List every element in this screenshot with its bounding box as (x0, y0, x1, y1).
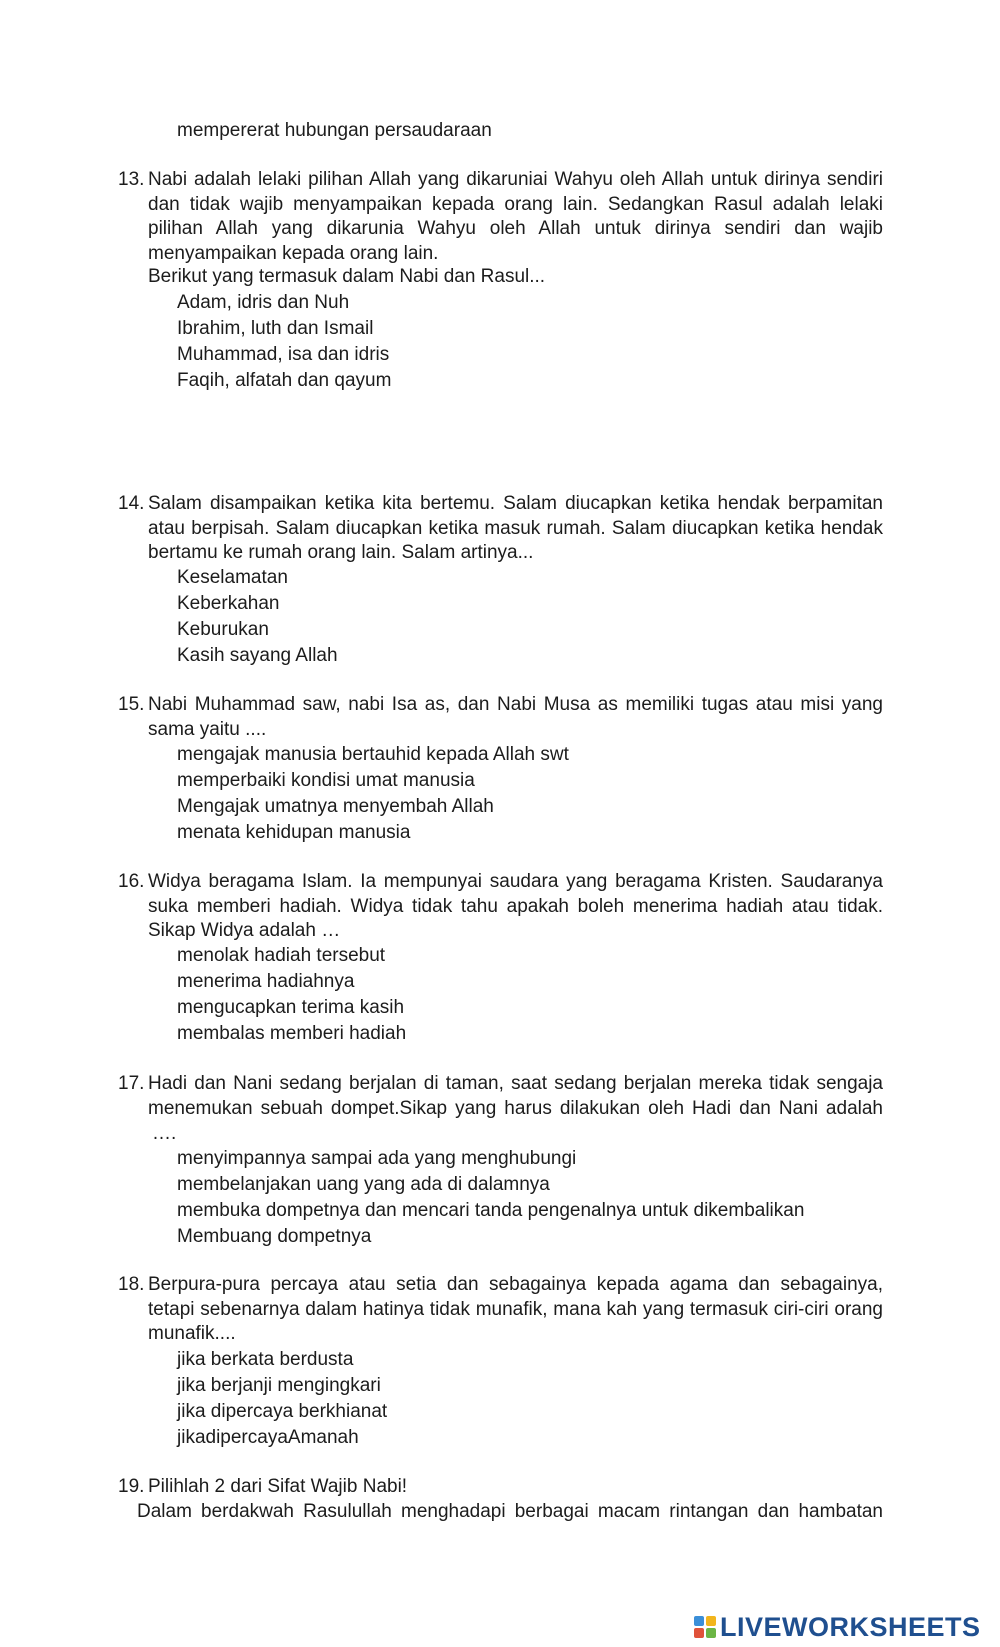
option-item: memperbaiki kondisi umat manusia (177, 770, 475, 791)
question-number: 17. (118, 1073, 145, 1094)
question-prompt: Berikut yang termasuk dalam Nabi dan Rasul... (148, 266, 546, 287)
option-item: Kasih sayang Allah (177, 645, 338, 666)
option-item: membalas memberi hadiah (177, 1023, 407, 1044)
option-item: Keburukan (177, 619, 269, 640)
option-item: Ibrahim, luth dan Ismail (177, 318, 374, 339)
question-text: Nabi adalah lelaki pilihan Allah yang dikaruniai Wahyu oleh Allah untuk dirinya sendiri dan tidak wajib menyampaikan kepada orang lain. Sedangkan Rasul adalah lelaki pilihan Allah yang dikarunia Wahyu oleh Allah untuk dirinya sendiri dan wajib menyampaikan kepada orang lain. (148, 169, 883, 264)
option-item: jikadipercayaAmanah (177, 1427, 359, 1448)
option-item: mengajak manusia bertauhid kepada Allah swt (177, 744, 569, 765)
question-number: 19. (118, 1476, 145, 1497)
logo-text: LIVEWORKSHEETS (720, 1611, 981, 1642)
option-item: Keberkahan (177, 593, 280, 614)
option-item: jika berkata berdusta (177, 1349, 354, 1370)
question-text: Salam disampaikan ketika kita bertemu. Salam diucapkan ketika hendak berpamitan atau berpisah. Salam diucapkan ketika masuk rumah. Salam diucapkan ketika hendak bertamu ke rumah orang lain. Salam artinya... (148, 493, 883, 563)
option-item: Keselamatan (177, 567, 288, 588)
question-number: 14. (118, 493, 145, 514)
question-text: Hadi dan Nani sedang berjalan di taman, saat sedang berjalan mereka tidak sengaja menemukan sebuah dompet.Sikap yang harus dilakukan oleh Hadi dan Nani adalah (148, 1073, 883, 1119)
passage-text: Dalam berdakwah Rasulullah menghadapi berbagai macam rintangan dan hambatan (137, 1501, 883, 1522)
question-text: Nabi Muhammad saw, nabi Isa as, dan Nabi Musa as memiliki tugas atau misi yang sama yaitu .... (148, 694, 883, 740)
option-item: Membuang dompetnya (177, 1226, 372, 1247)
question-text: Berpura-pura percaya atau setia dan sebagainya kepada agama dan sebagainya, tetapi sebenarnya dalam hatinya tidak munafik, mana kah yang termasuk ciri-ciri orang munafik.... (148, 1274, 883, 1344)
option-item: Mengajak umatnya menyembah Allah (177, 796, 494, 817)
option-item: mempererat hubungan persaudaraan (177, 120, 492, 141)
option-item: membuka dompetnya dan mencari tanda pengenalnya untuk dikembalikan (177, 1200, 805, 1221)
question-text-continuation: …. (152, 1123, 177, 1144)
option-item: menolak hadiah tersebut (177, 945, 386, 966)
question-text: Widya beragama Islam. Ia mempunyai saudara yang beragama Kristen. Saudaranya suka memberi hadiah. Widya tidak tahu apakah boleh menerima hadiah atau tidak. Sikap Widya adalah … (148, 871, 883, 941)
option-item: membelanjakan uang yang ada di dalamnya (177, 1174, 550, 1195)
option-item: mengucapkan terima kasih (177, 997, 405, 1018)
option-item: jika dipercaya berkhianat (177, 1401, 388, 1422)
question-number: 13. (118, 169, 145, 190)
question-number: 18. (118, 1274, 145, 1295)
question-number: 15. (118, 694, 145, 715)
option-item: menerima hadiahnya (177, 971, 355, 992)
option-item: Faqih, alfatah dan qayum (177, 370, 392, 391)
question-number: 16. (118, 871, 145, 892)
option-item: menata kehidupan manusia (177, 822, 411, 843)
option-item: Adam, idris dan Nuh (177, 292, 350, 313)
logo-grid-icon (694, 1616, 716, 1638)
option-item: Muhammad, isa dan idris (177, 344, 390, 365)
option-item: menyimpannya sampai ada yang menghubungi (177, 1148, 577, 1169)
liveworksheets-logo[interactable] (694, 1612, 981, 1642)
question-text: Pilihlah 2 dari Sifat Wajib Nabi! (148, 1476, 408, 1497)
option-item: jika berjanji mengingkari (177, 1375, 381, 1396)
